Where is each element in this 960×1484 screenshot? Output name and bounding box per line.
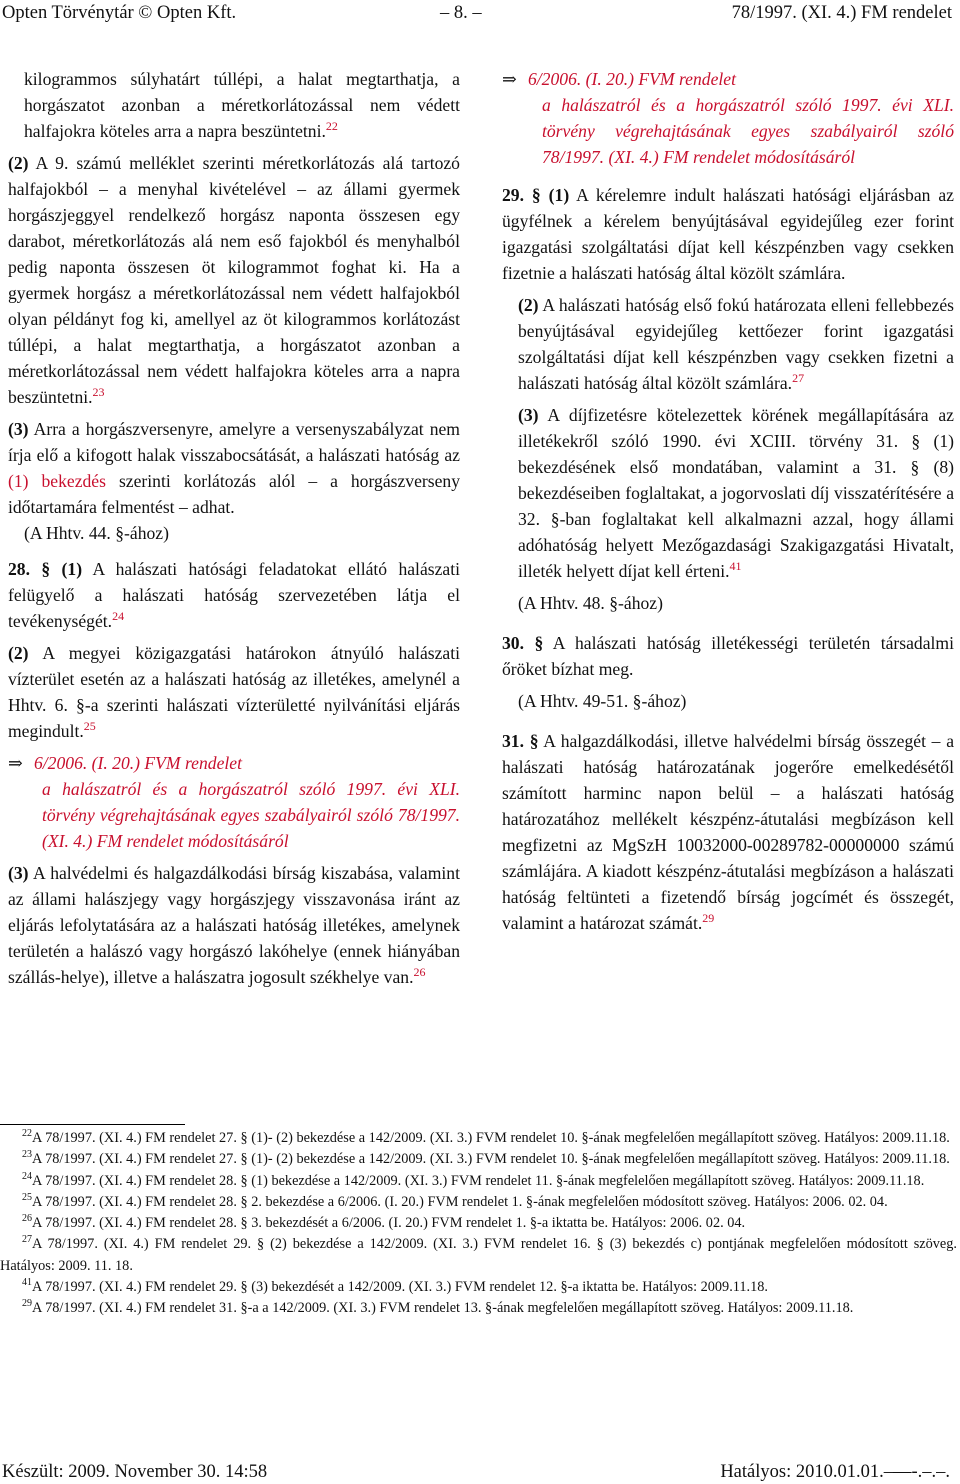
footnote-ref[interactable]: 24 — [112, 609, 125, 624]
footnote: $^{41}$A 78/1997. (XI. 4.) FM rendelet 29. § (3) bekezdését a 142/2009. (XI. 3.) FVM rendelet 12. §-a iktatta be. Hatályos: 2009.11.18. — [22, 1277, 768, 1296]
paragraph: (3) A díjfizetésre kötelezettek körének megállapítására az illetékekről szóló 1990. évi XCIII. törvény 31. § (1) bekezdésének első mondatában, valamint a 31. § (8) bekezdéseiben foglaltakat, a jogorvoslati díj visszatérítésére a 32. §-ban foglaltakat kell alkalmazni azzal, hogy állami adóhatóság helyett Mezőgazdasági Szakigazgatási Hivatalt, illeték helyett díjat kell érteni.$^{41}$ — [518, 405, 954, 581]
reference-description: a halászatról és a horgászatról szóló 1997. évi XLI. törvény végrehajtásának egyes szabályairól szóló 78/1997. (XI. 4.) FM rendelet módosításáról — [542, 95, 954, 167]
internal-link[interactable]: (1) bekezdés — [8, 471, 106, 491]
footnote-divider — [0, 1124, 185, 1125]
paragraph: (2) A halászati hatóság első fokú határozata elleni fellebbezés benyújtásával egyidejűleg kettőezer forint igazgatási szolgáltatási díjat kell készpénzben vagy csekken fizetni a halászati hatóság által közölt számlára.$^{27}$ — [518, 295, 954, 393]
section-29: 29. § (1) A kérelemre indult halászati hatósági eljárásban az ügyfélnek a kérelem benyújtásával egyidejűleg ezer forint igazgatási szolgáltatási díjat kell készpénzben vagy csekken fizetnie a halászati hatóság által közölt számlára. — [502, 185, 954, 283]
footnote-ref[interactable]: 25 — [83, 719, 96, 734]
footnote-ref[interactable]: 26 — [413, 965, 426, 980]
footnote-ref[interactable]: 27 — [792, 371, 805, 386]
reference-link[interactable]: ⇒ 6/2006. (I. 20.) FVM rendelet — [8, 750, 460, 776]
section-28: 28. § (1) A halászati hatósági feladatokat ellátó halászati felügyelő a halászati hatóság szervezetében látja el tevékenységét.$^{24}$ — [8, 559, 460, 631]
header-page-number: – 8. – — [440, 3, 482, 23]
footnote: $^{26}$A 78/1997. (XI. 4.) FM rendelet 28. § 3. bekezdését a 6/2006. (I. 20.) FVM rendelet 1. §-a iktatta be. Hatályos: 2006. 02. 04. — [22, 1213, 746, 1232]
column-left — [8, 66, 460, 990]
footer-effective: Hatályos: 2010.01.01.–—-.–.–. — [720, 1462, 950, 1482]
paragraph: (2) A 9. számú melléklet szerinti méretkorlátozás alá tartozó halfajokból – a menyhal kivételével – az állami gyermek horgászjeggyel rendelkező horgász naponta összesen egy darabot, méretkorlátozás alá nem eső fajokból és menyhalból pedig naponta összesen öt kilogrammot foghat ki. Ha a gyermek horgász a méretkorlátozással nem védett halfajokból olyan példányt fog ki, amellyel az öt kilogrammos korlátozást túllépi, a halat megtarthatja, a horgászatot azonban a méretkorlátozással nem védett halfajokra köteles arra a napra beszüntetni.$^{23}$ — [8, 153, 460, 407]
footnote-ref[interactable]: 23 — [92, 385, 105, 400]
footnote: $^{27}$A 78/1997. (XI. 4.) FM rendelet 29. § (2) bekezdése a 142/2009. (XI. 3.) FVM rendelet 16. § (3) bekezdés c) pontjának megfelelően módosított szöveg. Hatályos: 2009. 11. 18. — [0, 1234, 957, 1274]
page-header — [0, 0, 960, 26]
footnote-ref[interactable]: 22 — [325, 119, 338, 134]
header-publisher: Opten Törvénytár © Opten Kft. — [2, 3, 237, 23]
paragraph: kilogrammos súlyhatárt túllépi, a halat megtarthatja, a horgászatot azonban a méretkorlátozással nem védett halfajokra köteles arra a napra beszüntetni.$^{22}$ — [24, 69, 460, 141]
paragraph: (3) Arra a horgászversenyre, amelyre a versenyszabályzat nem írja elő a kifogott halak visszabocsátását, a halászati hatóság az (1) bekezdés szerinti korlátozás alól – a horgászverseny időtartamára felmentést – adhat. — [8, 419, 460, 517]
paragraph: (3) A halvédelmi és halgazdálkodási bírság kiszabása, valamint az állami halászjegy vagy horgászjegy visszavonása iránt az eljárás lefolytatására az a halászati hatóság illetékes, amelynek területén a halászó vagy horgászó lakóhelye (ennek hiányában szállás-helye), illetve a halászatra jogosult székhelye van.$^{26}$ — [8, 863, 460, 987]
footnote: $^{25}$A 78/1997. (XI. 4.) FM rendelet 28. § 2. bekezdése a 6/2006. (I. 20.) FVM rendelet 1. §-ának megfelelően módosított szöveg. Hatályos: 2006. 02. 04. — [22, 1192, 888, 1210]
footnote-ref[interactable]: 41 — [729, 559, 742, 574]
section-note: (A Hhtv. 44. §-ához) — [24, 523, 169, 543]
footnote: $^{23}$A 78/1997. (XI. 4.) FM rendelet 27. § (1)- (2) bekezdése a 142/2009. (XI. 3.) FVM rendelet 10. §-ának megfelelően megállapított szöveg. Hatályos: 2009.11.18. — [22, 1149, 950, 1168]
section-31: 31. § A halgazdálkodási, illetve halvédelmi bírság összegét – a halászati hatóság határozatának jogerőre emelkedésétől számított harminc napon belül – a halászati hatóság határozatához mellékelt készpénz-átutalási megbízáson kell megfizetni az MgSzH 10032000-00289782-00000000 számú számlájára. A kiadott készpénz-átutalási megbízáson a halászati hatóság feltünteti a fizetendő bírság jogcímét és összegét, valamint a határozat számát.$^{29}$ — [502, 731, 954, 933]
arrow-right-icon: ⇒ — [502, 69, 517, 89]
reference-link[interactable]: ⇒ 6/2006. (I. 20.) FVM rendelet — [502, 66, 954, 92]
section-note: (A Hhtv. 48. §-ához) — [518, 593, 663, 613]
footnote: $^{24}$A 78/1997. (XI. 4.) FM rendelet 28. § (1) bekezdése a 142/2009. (XI. 3.) FVM rendelet 11. §-ának megfelelően megállapított szöveg. Hatályos: 2009.11.18. — [22, 1170, 925, 1189]
footnotes — [0, 1128, 957, 1320]
header-document-title: 78/1997. (XI. 4.) FM rendelet — [731, 3, 952, 23]
paragraph: (2) A megyei közigazgatási határokon átnyúló halászati vízterület esetén az a halászati hatóság az illetékes, amelynél a Hhtv. 6. §-a szerinti halászati vízterületté nyilvánítási eljárás megindult.$^{25}$ — [8, 643, 461, 741]
arrow-right-icon: ⇒ — [8, 753, 23, 773]
footnote: $^{29}$A 78/1997. (XI. 4.) FM rendelet 31. §-a a 142/2009. (XI. 3.) FVM rendelet 13. §-ának megfelelően megállapított szöveg. Hatályos: 2009.11.18. — [22, 1298, 854, 1317]
section-30: 30. § A halászati hatóság illetékességi területén társadalmi őröket bízhat meg. — [502, 633, 954, 679]
column-right — [502, 66, 954, 936]
footnote: $^{22}$A 78/1997. (XI. 4.) FM rendelet 27. § (1)- (2) bekezdése a 142/2009. (XI. 3.) FVM rendelet 10. §-ának megfelelően megállapított szöveg. Hatályos: 2009.11.18. — [22, 1128, 950, 1146]
footnote-ref[interactable]: 29 — [702, 911, 715, 926]
footer-created: Készült: 2009. November 30. 14:58 — [2, 1462, 268, 1482]
section-note: (A Hhtv. 49-51. §-ához) — [518, 691, 687, 711]
reference-description: a halászatról és a horgászatról szóló 1997. évi XLI. törvény végrehajtásának egyes szabályairól szóló 78/1997. (XI. 4.) FM rendelet módosításáról — [42, 779, 460, 851]
